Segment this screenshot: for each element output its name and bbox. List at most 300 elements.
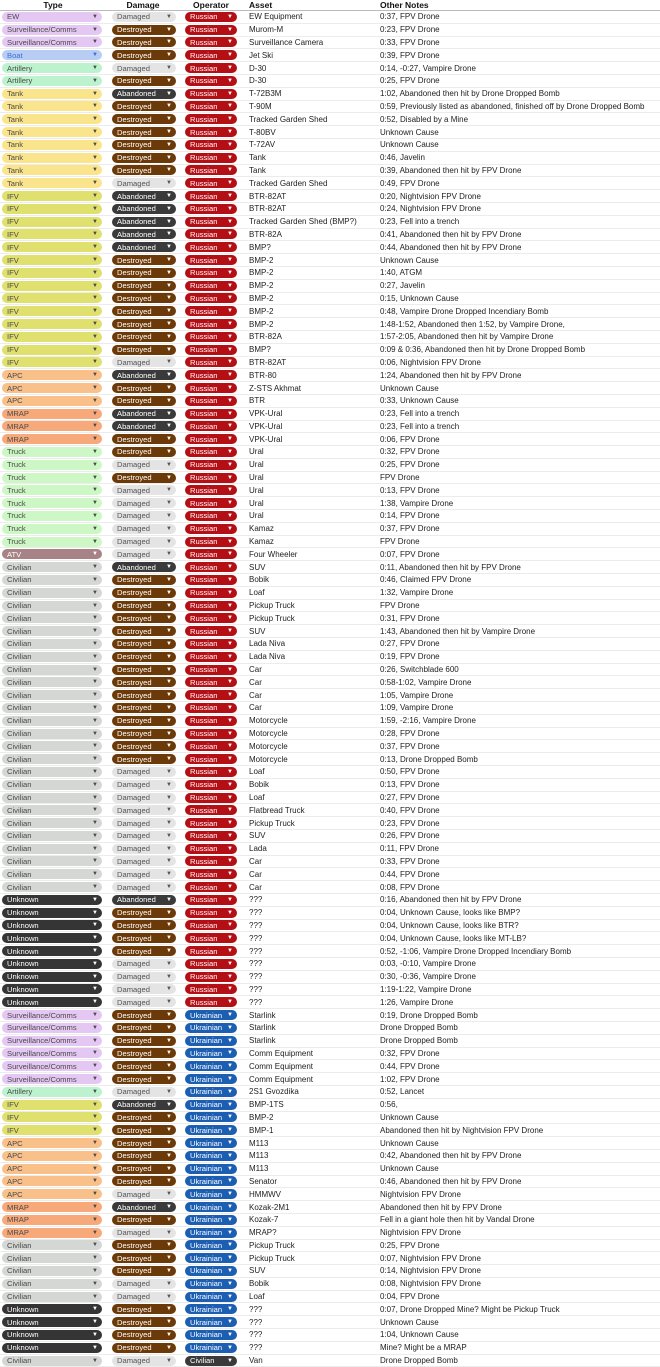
type-dropdown[interactable]	[2, 1010, 102, 1020]
type-dropdown[interactable]	[2, 613, 102, 623]
asset-cell[interactable]: Lada Niva	[249, 652, 286, 662]
asset-cell[interactable]: Flatbread Truck	[249, 805, 305, 815]
type-dropdown[interactable]	[2, 1253, 102, 1263]
notes-cell[interactable]: 0:44, Abandoned then hit by FPV Drone	[380, 242, 522, 252]
notes-cell[interactable]: 1:05, Vampire Drone	[380, 690, 454, 700]
operator-dropdown[interactable]	[185, 1279, 237, 1289]
type-dropdown[interactable]	[2, 447, 102, 457]
notes-cell[interactable]: 0:37, FPV Drone	[380, 524, 440, 534]
type-dropdown[interactable]	[2, 1292, 102, 1302]
asset-cell[interactable]: Car	[249, 690, 262, 700]
damage-dropdown[interactable]	[112, 1189, 176, 1199]
notes-cell[interactable]: 0:04, Unknown Cause, looks like BTR?	[380, 920, 519, 930]
damage-dropdown[interactable]	[112, 1253, 176, 1263]
damage-dropdown[interactable]	[112, 639, 176, 649]
notes-cell[interactable]: Nightvision FPV Drone	[380, 1189, 461, 1199]
damage-dropdown[interactable]	[112, 933, 176, 943]
notes-cell[interactable]: FPV Drone	[380, 537, 420, 547]
asset-cell[interactable]: Senator	[249, 1176, 278, 1186]
damage-dropdown[interactable]	[112, 1138, 176, 1148]
notes-cell[interactable]: 1:26, Vampire Drone	[380, 997, 454, 1007]
header-notes[interactable]: Other Notes	[380, 0, 429, 10]
type-dropdown[interactable]	[2, 50, 102, 60]
notes-cell[interactable]: Unknown Cause	[380, 127, 439, 137]
damage-dropdown[interactable]	[112, 101, 176, 111]
operator-dropdown[interactable]	[185, 25, 237, 35]
asset-cell[interactable]: Pickup Truck	[249, 1240, 295, 1250]
type-dropdown[interactable]	[2, 1112, 102, 1122]
type-dropdown[interactable]	[2, 191, 102, 201]
notes-cell[interactable]: 0:31, FPV Drone	[380, 613, 440, 623]
type-dropdown[interactable]	[2, 984, 102, 994]
asset-cell[interactable]: Murom-M	[249, 25, 284, 35]
notes-cell[interactable]: 0:07, FPV Drone	[380, 549, 440, 559]
asset-cell[interactable]: Tracked Garden Shed	[249, 178, 328, 188]
asset-cell[interactable]: ???	[249, 984, 263, 994]
notes-cell[interactable]: 0:33, Unknown Cause	[380, 396, 459, 406]
operator-dropdown[interactable]	[185, 972, 237, 982]
operator-dropdown[interactable]	[185, 984, 237, 994]
damage-dropdown[interactable]	[112, 345, 176, 355]
damage-dropdown[interactable]	[112, 191, 176, 201]
damage-dropdown[interactable]	[112, 1356, 176, 1366]
operator-dropdown[interactable]	[185, 1253, 237, 1263]
notes-cell[interactable]: 0:14, FPV Drone	[380, 511, 440, 521]
asset-cell[interactable]: Van	[249, 1356, 263, 1366]
asset-cell[interactable]: BTR-82A	[249, 332, 282, 342]
damage-dropdown[interactable]	[112, 50, 176, 60]
notes-cell[interactable]: Unknown Cause	[380, 1317, 439, 1327]
type-dropdown[interactable]	[2, 1048, 102, 1058]
notes-cell[interactable]: 1:32, Vampire Drone	[380, 588, 454, 598]
operator-dropdown[interactable]	[185, 844, 237, 854]
operator-dropdown[interactable]	[185, 76, 237, 86]
type-dropdown[interactable]	[2, 217, 102, 227]
operator-dropdown[interactable]	[185, 1304, 237, 1314]
operator-dropdown[interactable]	[185, 613, 237, 623]
operator-dropdown[interactable]	[185, 255, 237, 265]
asset-cell[interactable]: Surveillance Camera	[249, 37, 324, 47]
notes-cell[interactable]: 0:25, FPV Drone	[380, 76, 440, 86]
notes-cell[interactable]: 0:19, Drone Dropped Bomb	[380, 1010, 478, 1020]
notes-cell[interactable]: 0:27, Javelin	[380, 281, 425, 291]
damage-dropdown[interactable]	[112, 306, 176, 316]
operator-dropdown[interactable]	[185, 101, 237, 111]
asset-cell[interactable]: Jet Ski	[249, 50, 274, 60]
operator-dropdown[interactable]	[185, 1125, 237, 1135]
asset-cell[interactable]: BMP-2	[249, 268, 274, 278]
asset-cell[interactable]: Kamaz	[249, 537, 274, 547]
damage-dropdown[interactable]	[112, 1228, 176, 1238]
asset-cell[interactable]: Four Wheeler	[249, 549, 298, 559]
notes-cell[interactable]: 0:39, Abandoned then hit by FPV Drone	[380, 165, 522, 175]
damage-dropdown[interactable]	[112, 268, 176, 278]
type-dropdown[interactable]	[2, 1189, 102, 1199]
type-dropdown[interactable]	[2, 626, 102, 636]
asset-cell[interactable]: T-80BV	[249, 127, 276, 137]
damage-dropdown[interactable]	[112, 460, 176, 470]
damage-dropdown[interactable]	[112, 959, 176, 969]
notes-cell[interactable]: 0:14, -0:27, Vampire Drone	[380, 63, 476, 73]
asset-cell[interactable]: Ural	[249, 473, 264, 483]
notes-cell[interactable]: 0:04, Unknown Cause, looks like BMP?	[380, 908, 521, 918]
asset-cell[interactable]: Motorcycle	[249, 754, 288, 764]
operator-dropdown[interactable]	[185, 575, 237, 585]
notes-cell[interactable]: 0:33, FPV Drone	[380, 37, 440, 47]
damage-dropdown[interactable]	[112, 1266, 176, 1276]
asset-cell[interactable]: Starlink	[249, 1023, 276, 1033]
type-dropdown[interactable]	[2, 37, 102, 47]
notes-cell[interactable]: 0:44, FPV Drone	[380, 1061, 440, 1071]
damage-dropdown[interactable]	[112, 882, 176, 892]
operator-dropdown[interactable]	[185, 805, 237, 815]
notes-cell[interactable]: 0:32, FPV Drone	[380, 1048, 440, 1058]
asset-cell[interactable]: BMP-2	[249, 1112, 274, 1122]
asset-cell[interactable]: Comm Equipment	[249, 1048, 314, 1058]
operator-dropdown[interactable]	[185, 153, 237, 163]
type-dropdown[interactable]	[2, 460, 102, 470]
type-dropdown[interactable]	[2, 665, 102, 675]
asset-cell[interactable]: D-30	[249, 63, 267, 73]
operator-dropdown[interactable]	[185, 562, 237, 572]
operator-dropdown[interactable]	[185, 1343, 237, 1353]
damage-dropdown[interactable]	[112, 908, 176, 918]
asset-cell[interactable]: Lada	[249, 844, 267, 854]
asset-cell[interactable]: M113	[249, 1164, 269, 1174]
type-dropdown[interactable]	[2, 293, 102, 303]
asset-cell[interactable]: BMP-2	[249, 281, 274, 291]
damage-dropdown[interactable]	[112, 703, 176, 713]
header-damage[interactable]: Damage	[126, 0, 160, 10]
notes-cell[interactable]: 0:33, FPV Drone	[380, 856, 440, 866]
type-dropdown[interactable]	[2, 946, 102, 956]
notes-cell[interactable]: 0:25, FPV Drone	[380, 1240, 440, 1250]
damage-dropdown[interactable]	[112, 1100, 176, 1110]
notes-cell[interactable]: 0:13, Drone Dropped Bomb	[380, 754, 478, 764]
type-dropdown[interactable]	[2, 1151, 102, 1161]
notes-cell[interactable]: 0:08, Nightvision FPV Drone	[380, 1279, 481, 1289]
notes-cell[interactable]: 0:24, Nightvision FPV Drone	[380, 204, 481, 214]
asset-cell[interactable]: BTR-82AT	[249, 191, 287, 201]
operator-dropdown[interactable]	[185, 895, 237, 905]
damage-dropdown[interactable]	[112, 204, 176, 214]
operator-dropdown[interactable]	[185, 741, 237, 751]
asset-cell[interactable]: Ural	[249, 460, 264, 470]
notes-cell[interactable]: 0:39, FPV Drone	[380, 50, 440, 60]
notes-cell[interactable]: 0:27, FPV Drone	[380, 793, 440, 802]
asset-cell[interactable]: ???	[249, 946, 263, 956]
notes-cell[interactable]: Mine? Might be a MRAP	[380, 1343, 467, 1353]
asset-cell[interactable]: Comm Equipment	[249, 1074, 314, 1084]
type-dropdown[interactable]	[2, 204, 102, 214]
notes-cell[interactable]: Unknown Cause	[380, 1164, 439, 1174]
damage-dropdown[interactable]	[112, 511, 176, 521]
operator-dropdown[interactable]	[185, 1023, 237, 1033]
notes-cell[interactable]: 0:37, FPV Drone	[380, 12, 440, 22]
asset-cell[interactable]: Starlink	[249, 1036, 276, 1046]
asset-cell[interactable]: Lada Niva	[249, 639, 286, 649]
operator-dropdown[interactable]	[185, 908, 237, 918]
operator-dropdown[interactable]	[185, 409, 237, 419]
damage-dropdown[interactable]	[112, 997, 176, 1007]
type-dropdown[interactable]	[2, 549, 102, 559]
notes-cell[interactable]: 1:19-1:22, Vampire Drone	[380, 984, 472, 994]
damage-dropdown[interactable]	[112, 498, 176, 508]
notes-cell[interactable]: Abandoned then hit by FPV Drone	[380, 1202, 502, 1212]
damage-dropdown[interactable]	[112, 63, 176, 73]
notes-cell[interactable]: FPV Drone	[380, 601, 420, 611]
notes-cell[interactable]: 0:25, FPV Drone	[380, 460, 440, 470]
asset-cell[interactable]: Tank	[249, 153, 266, 163]
notes-cell[interactable]: 0:23, Fell into a trench	[380, 217, 460, 227]
damage-dropdown[interactable]	[112, 1112, 176, 1122]
operator-dropdown[interactable]	[185, 268, 237, 278]
asset-cell[interactable]: Tracked Garden Shed	[249, 114, 328, 124]
operator-dropdown[interactable]	[185, 1266, 237, 1276]
type-dropdown[interactable]	[2, 63, 102, 73]
damage-dropdown[interactable]	[112, 319, 176, 329]
notes-cell[interactable]: Unknown Cause	[380, 1138, 439, 1148]
operator-dropdown[interactable]	[185, 780, 237, 790]
type-dropdown[interactable]	[2, 1125, 102, 1135]
operator-dropdown[interactable]	[185, 1151, 237, 1161]
operator-dropdown[interactable]	[185, 332, 237, 342]
operator-dropdown[interactable]	[185, 460, 237, 470]
notes-cell[interactable]: 0:58-1:02, Vampire Drone	[380, 677, 472, 687]
type-dropdown[interactable]	[2, 1036, 102, 1046]
notes-cell[interactable]: 0:52, Disabled by a Mine	[380, 114, 469, 124]
notes-cell[interactable]: 0:50, FPV Drone	[380, 767, 440, 777]
operator-dropdown[interactable]	[185, 856, 237, 866]
header-operator[interactable]: Operator	[193, 0, 229, 10]
type-dropdown[interactable]	[2, 601, 102, 611]
type-dropdown[interactable]	[2, 1202, 102, 1212]
operator-dropdown[interactable]	[185, 1228, 237, 1238]
damage-dropdown[interactable]	[112, 76, 176, 86]
type-dropdown[interactable]	[2, 485, 102, 495]
notes-cell[interactable]: 0:20, Nightvision FPV Drone	[380, 191, 481, 201]
asset-cell[interactable]: BTR-82A	[249, 229, 282, 239]
type-dropdown[interactable]	[2, 1228, 102, 1238]
damage-dropdown[interactable]	[112, 178, 176, 188]
type-dropdown[interactable]	[2, 357, 102, 367]
asset-cell[interactable]: SUV	[249, 1266, 266, 1276]
operator-dropdown[interactable]	[185, 1176, 237, 1186]
type-dropdown[interactable]	[2, 920, 102, 930]
operator-dropdown[interactable]	[185, 498, 237, 508]
asset-cell[interactable]: Kamaz	[249, 524, 274, 534]
type-dropdown[interactable]	[2, 856, 102, 866]
operator-dropdown[interactable]	[185, 191, 237, 201]
damage-dropdown[interactable]	[112, 127, 176, 137]
type-dropdown[interactable]	[2, 754, 102, 764]
type-dropdown[interactable]	[2, 805, 102, 815]
header-asset[interactable]: Asset	[249, 0, 273, 10]
damage-dropdown[interactable]	[112, 1036, 176, 1046]
asset-cell[interactable]: Car	[249, 677, 262, 687]
damage-dropdown[interactable]	[112, 1240, 176, 1250]
operator-dropdown[interactable]	[185, 1317, 237, 1327]
damage-dropdown[interactable]	[112, 1215, 176, 1225]
type-dropdown[interactable]	[2, 421, 102, 431]
type-dropdown[interactable]	[2, 767, 102, 777]
operator-dropdown[interactable]	[185, 639, 237, 649]
notes-cell[interactable]: Unknown Cause	[380, 1112, 439, 1122]
type-dropdown[interactable]	[2, 677, 102, 687]
type-dropdown[interactable]	[2, 1074, 102, 1084]
type-dropdown[interactable]	[2, 370, 102, 380]
notes-cell[interactable]: 0:37, FPV Drone	[380, 741, 440, 751]
type-dropdown[interactable]	[2, 1279, 102, 1289]
notes-cell[interactable]: 0:07, Drone Dropped Mine? Might be Pickup Truck	[380, 1304, 560, 1314]
notes-cell[interactable]: 0:11, FPV Drone	[380, 844, 439, 854]
damage-dropdown[interactable]	[112, 741, 176, 751]
damage-dropdown[interactable]	[112, 217, 176, 227]
operator-dropdown[interactable]	[185, 178, 237, 188]
damage-dropdown[interactable]	[112, 729, 176, 739]
notes-cell[interactable]: 0:49, FPV Drone	[380, 178, 440, 188]
damage-dropdown[interactable]	[112, 677, 176, 687]
notes-cell[interactable]: 0:26, Switchblade 600	[380, 665, 459, 675]
operator-dropdown[interactable]	[185, 229, 237, 239]
notes-cell[interactable]: 0:06, Nightvision FPV Drone	[380, 357, 481, 367]
type-dropdown[interactable]	[2, 114, 102, 124]
operator-dropdown[interactable]	[185, 306, 237, 316]
damage-dropdown[interactable]	[112, 856, 176, 866]
asset-cell[interactable]: Ural	[249, 485, 264, 495]
operator-dropdown[interactable]	[185, 549, 237, 559]
notes-cell[interactable]: 1:59, -2:16, Vampire Drone	[380, 716, 476, 726]
damage-dropdown[interactable]	[112, 613, 176, 623]
type-dropdown[interactable]	[2, 89, 102, 99]
operator-dropdown[interactable]	[185, 1061, 237, 1071]
notes-cell[interactable]: 0:32, FPV Drone	[380, 447, 440, 457]
type-dropdown[interactable]	[2, 396, 102, 406]
operator-dropdown[interactable]	[185, 114, 237, 124]
type-dropdown[interactable]	[2, 101, 102, 111]
notes-cell[interactable]: 0:23, Fell into a trench	[380, 421, 460, 431]
notes-cell[interactable]: Nightvision FPV Drone	[380, 1228, 461, 1238]
operator-dropdown[interactable]	[185, 89, 237, 99]
type-dropdown[interactable]	[2, 345, 102, 355]
operator-dropdown[interactable]	[185, 665, 237, 675]
type-dropdown[interactable]	[2, 780, 102, 790]
operator-dropdown[interactable]	[185, 703, 237, 713]
notes-cell[interactable]: 0:09 & 0:36, Abandoned then hit by Drone Dropped Bomb	[380, 345, 586, 355]
type-dropdown[interactable]	[2, 703, 102, 713]
operator-dropdown[interactable]	[185, 357, 237, 367]
notes-cell[interactable]: 1:02, Abandoned then hit by Drone Dropped Bomb	[380, 89, 560, 99]
operator-dropdown[interactable]	[185, 383, 237, 393]
notes-cell[interactable]: 0:08, FPV Drone	[380, 882, 440, 892]
damage-dropdown[interactable]	[112, 293, 176, 303]
operator-dropdown[interactable]	[185, 1164, 237, 1174]
damage-dropdown[interactable]	[112, 485, 176, 495]
operator-dropdown[interactable]	[185, 1074, 237, 1084]
type-dropdown[interactable]	[2, 1330, 102, 1340]
asset-cell[interactable]: BTR-80	[249, 370, 277, 380]
notes-cell[interactable]: 1:02, FPV Drone	[380, 1074, 440, 1084]
operator-dropdown[interactable]	[185, 716, 237, 726]
operator-dropdown[interactable]	[185, 818, 237, 828]
type-dropdown[interactable]	[2, 332, 102, 342]
type-dropdown[interactable]	[2, 997, 102, 1007]
damage-dropdown[interactable]	[112, 409, 176, 419]
notes-cell[interactable]: 0:11, Abandoned then hit by FPV Drone	[380, 562, 521, 572]
operator-dropdown[interactable]	[185, 767, 237, 777]
operator-dropdown[interactable]	[185, 831, 237, 841]
type-dropdown[interactable]	[2, 178, 102, 188]
damage-dropdown[interactable]	[112, 984, 176, 994]
damage-dropdown[interactable]	[112, 1010, 176, 1020]
type-dropdown[interactable]	[2, 844, 102, 854]
notes-cell[interactable]: 0:03, -0:10, Vampire Drone	[380, 959, 476, 969]
operator-dropdown[interactable]	[185, 511, 237, 521]
asset-cell[interactable]: HMMWV	[249, 1189, 281, 1199]
damage-dropdown[interactable]	[112, 1023, 176, 1033]
operator-dropdown[interactable]	[185, 588, 237, 598]
asset-cell[interactable]: T-72B3M	[249, 89, 282, 99]
damage-dropdown[interactable]	[112, 601, 176, 611]
notes-cell[interactable]: 0:23, FPV Drone	[380, 25, 440, 35]
damage-dropdown[interactable]	[112, 332, 176, 342]
operator-dropdown[interactable]	[185, 12, 237, 22]
notes-cell[interactable]: 0:46, Abandoned then hit by FPV Drone	[380, 1176, 522, 1186]
operator-dropdown[interactable]	[185, 50, 237, 60]
asset-cell[interactable]: Ural	[249, 498, 264, 508]
asset-cell[interactable]: SUV	[249, 562, 266, 572]
damage-dropdown[interactable]	[112, 1176, 176, 1186]
notes-cell[interactable]: 0:16, Abandoned then hit by FPV Drone	[380, 895, 522, 905]
operator-dropdown[interactable]	[185, 37, 237, 47]
operator-dropdown[interactable]	[185, 396, 237, 406]
operator-dropdown[interactable]	[185, 946, 237, 956]
operator-dropdown[interactable]	[185, 933, 237, 943]
damage-dropdown[interactable]	[112, 844, 176, 854]
notes-cell[interactable]: 0:14, Nightvision FPV Drone	[380, 1266, 481, 1276]
damage-dropdown[interactable]	[112, 383, 176, 393]
asset-cell[interactable]: VPK-Ural	[249, 409, 283, 419]
asset-cell[interactable]: M113	[249, 1151, 269, 1161]
type-dropdown[interactable]	[2, 908, 102, 918]
damage-dropdown[interactable]	[112, 242, 176, 252]
notes-cell[interactable]: 0:06, FPV Drone	[380, 434, 440, 444]
operator-dropdown[interactable]	[185, 601, 237, 611]
notes-cell[interactable]: 0:52, -1:06, Vampire Drone Dropped Incendiary Bomb	[380, 946, 572, 956]
type-dropdown[interactable]	[2, 1215, 102, 1225]
notes-cell[interactable]: 1:24, Abandoned then hit by FPV Drone	[380, 370, 522, 380]
type-dropdown[interactable]	[2, 1317, 102, 1327]
damage-dropdown[interactable]	[112, 895, 176, 905]
notes-cell[interactable]: 0:23, FPV Drone	[380, 818, 440, 828]
asset-cell[interactable]: VPK-Ural	[249, 434, 283, 444]
type-dropdown[interactable]	[2, 242, 102, 252]
notes-cell[interactable]: FPV Drone	[380, 473, 420, 483]
operator-dropdown[interactable]	[185, 920, 237, 930]
notes-cell[interactable]: 0:40, FPV Drone	[380, 805, 440, 815]
operator-dropdown[interactable]	[185, 1112, 237, 1122]
operator-dropdown[interactable]	[185, 1036, 237, 1046]
operator-dropdown[interactable]	[185, 690, 237, 700]
damage-dropdown[interactable]	[112, 754, 176, 764]
asset-cell[interactable]: Bobik	[249, 1279, 270, 1289]
header-type[interactable]: Type	[43, 0, 63, 10]
notes-cell[interactable]: 0:42, Abandoned then hit by FPV Drone	[380, 1151, 522, 1161]
type-dropdown[interactable]	[2, 1100, 102, 1110]
damage-dropdown[interactable]	[112, 434, 176, 444]
operator-dropdown[interactable]	[185, 473, 237, 483]
damage-dropdown[interactable]	[112, 421, 176, 431]
